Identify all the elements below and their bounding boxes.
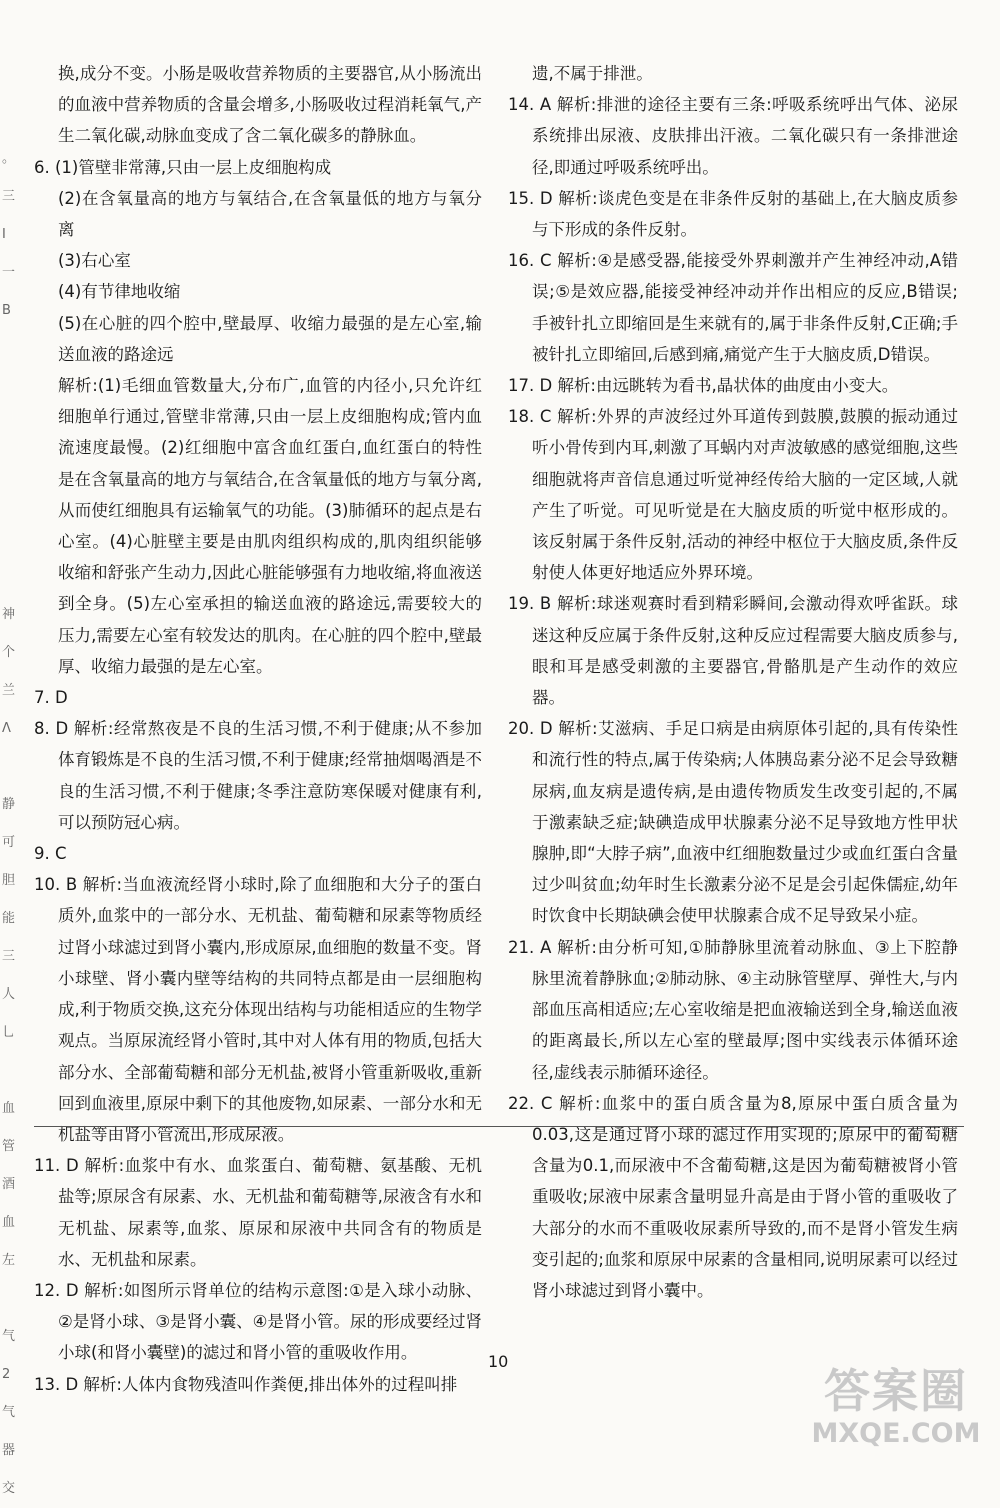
edge-char [2,748,16,786]
edge-char [2,482,16,520]
edge-char: 胆 [2,873,16,888]
edge-char: 兰 [2,683,16,698]
left-column-paragraph: (2)在含氧量高的地方与氧结合,在含氧量低的地方与氧分离 [58,188,482,240]
right-column-paragraph: 遗,不属于排泄。 [532,64,653,83]
binding-edge-fragments [2,140,16,1508]
edge-char: 2 [2,1367,11,1382]
edge-char: 个 [2,645,16,660]
right-column-paragraph: 15. D 解析:谈虎色变是在非条件反射的基础上,在大脑皮质参与下形成的条件反射。 [508,188,958,240]
left-column-paragraph: 9. C [34,844,67,864]
left-column-paragraph: 解析:(1)毛细血管数量大,分布广,血管的内径小,只允许红细胞单行通过,管壁非常薄,只由一层上皮细胞构成;管内血流速度最慢。(2)红细胞中富含血红蛋白,血红蛋白的特性是在含氧量高的地方与氧结合,在含氧量低的地方与氧分离,从而使红细胞具有运输氧气的功能。(3)肺循环的起点是右心室。(4)心脏壁主要是由肌肉组织构成的,肌肉组织能够收缩和舒张产生动力,因此心脏能够强有力地收缩,将血液送到全身。(5)左心室承担的输送血液的路途远,需要较大的压力,需要左心室有较发达的肌肉。在心脏的四个腔中,壁最厚、收缩力最强的是左心室。 [58,376,482,676]
edge-char [2,368,16,406]
edge-char [2,406,16,444]
watermark-logo: 答案圈 [824,1364,968,1418]
edge-char: 气 [2,1405,16,1420]
edge-char: 管 [2,1139,16,1154]
edge-char [2,558,16,596]
edge-char: 左 [2,1253,16,1268]
edge-char: Λ [2,721,11,736]
left-column-paragraph: 13. D 解析:人体内食物残渣叫作粪便,排出体外的过程叫排 [34,1374,458,1394]
edge-char: 三 [2,949,16,964]
edge-char: 三 [2,189,16,204]
right-column [508,58,958,1306]
left-column-paragraph: (5)在心脏的四个腔中,壁最厚、收缩力最强的是左心室,输送血液的路途远 [58,313,482,364]
edge-char: 酒 [2,1177,16,1192]
left-column [34,58,482,1400]
edge-char: 血 [2,1215,16,1230]
watermark [806,1363,986,1463]
edge-char: 气 [2,1329,16,1344]
edge-char: 可 [2,835,16,850]
page-number: 10 [488,1352,509,1371]
edge-char [2,1280,16,1318]
left-column-paragraph: 12. D 解析:如图所示肾单位的结构示意图:①是入球小动脉、②是肾小球、③是肾小囊、④是肾小管。尿的形成要经过肾小球(和肾小囊壁)的滤过和肾小管的重吸收作用。 [34,1280,482,1363]
edge-char [2,444,16,482]
edge-char: B [2,303,11,318]
edge-char: I [2,227,6,242]
left-column-paragraph: 换,成分不变。小肠是吸收营养物质的主要器官,从小肠流出的血液中营养物质的含量会增多,小肠吸收过程消耗氧气,产生二氧化碳,动脉血变成了含二氧化碳多的静脉血。 [58,64,482,146]
right-column-paragraph: 17. D 解析:由远眺转为看书,晶状体的曲度由小变大。 [508,376,899,396]
right-column-paragraph: 19. B 解析:球迷观赛时看到精彩瞬间,会激动得欢呼雀跃。球迷这种反应属于条件反射,这种反应过程需要大脑皮质参与,眼和耳是感受刺激的主要器官,骨骼肌是产生动作的效应器。 [508,594,958,708]
left-column-paragraph: 11. D 解析:血浆中有水、血浆蛋白、葡萄糖、氨基酸、无机盐等;原尿含有尿素、水、无机盐和葡萄糖等,尿液含有水和无机盐、尿素等,血浆、原尿和尿液中共同含有的物质是水、无机盐和尿素。 [34,1156,482,1269]
edge-char [2,330,16,368]
left-column-paragraph: 7. D [34,688,68,708]
edge-char: 一 [2,265,16,280]
left-column-paragraph: (4)有节律地收缩 [58,282,181,302]
right-column-paragraph: 16. C 解析:④是感受器,能接受外界刺激并产生神经冲动,A错误;⑤是效应器,能接受神经冲动并作出相应的反应,B错误;手被针扎立即缩回是生来就有的,属于非条件反射,C正确;手被针扎立即缩回,后感到痛,痛觉产生于大脑皮质,D错误。 [508,251,958,364]
watermark-url: MXQE.COM [811,1418,981,1449]
right-column-paragraph: 22. C 解析:血浆中的蛋白质含量为8,原尿中蛋白质含量为0.03,这是通过肾小球的滤过作用实现的;原尿中的葡萄糖含量为0.1,而尿液中不含葡萄糖,这是因为葡萄糖被肾小管重吸收;尿液中尿素含量明显升高是由于肾小管的重吸收了大部分的水而不重吸收尿素所导致的,而不是肾小管发生病变引起的;血浆和原尿中尿素的含量相同,说明尿素可以经过肾小球滤过到肾小囊中。 [508,1093,958,1300]
left-column-paragraph: 6. (1)管壁非常薄,只由一层上皮细胞构成 [34,157,332,177]
edge-char: 乚 [2,1025,16,1040]
scan-fold-line [34,1126,964,1127]
edge-char: 交 [2,1481,16,1496]
edge-char: 能 [2,911,16,926]
edge-char: 静 [2,797,16,812]
right-column-paragraph: 21. A 解析:由分析可知,①肺静脉里流着动脉血、③上下腔静脉里流着静脉血;②肺动脉、④主动脉管壁厚、弹性大,与内部血压高相适应;左心室收缩是把血液输送到全身,输送血液的距离最长,所以左心室的壁最厚;图中实线表示体循环途径,虚线表示肺循环途径。 [508,937,958,1082]
edge-char [2,520,16,558]
left-column-paragraph: 8. D 解析:经常熬夜是不良的生活习惯,不利于健康;从不参加体育锻炼是不良的生活习惯,不利于健康;经常抽烟喝酒是不良的生活习惯,不利于健康;冬季注意防寒保暖对健康有利,可以预防冠心病。 [34,719,482,832]
left-column-paragraph: (3)右心室 [58,251,131,271]
right-column-paragraph: 18. C 解析:外界的声波经过外耳道传到鼓膜,鼓膜的振动通过听小骨传到内耳,刺激了耳蜗内对声波敏感的感觉细胞,这些细胞就将声音信息通过听觉神经传给大脑的一定区域,人就产生了听觉。可见听觉是在大脑皮质的听觉中枢形成的。该反射属于条件反射,活动的神经中枢位于大脑皮质,条件反射使人体更好地适应外界环境。 [508,407,958,583]
edge-char: 。 [2,151,16,166]
edge-char [2,1052,16,1090]
edge-char: 人 [2,987,16,1002]
right-column-paragraph: 20. D 解析:艾滋病、手足口病是由病原体引起的,具有传染性和流行性的特点,属于传染病;人体胰岛素分泌不足会导致糖尿病,血友病是遗传病,是由遗传物质发生改变引起的,不属于激素缺乏症;缺碘造成甲状腺素分泌不足导致地方性甲状腺肿,即“大脖子病”,血液中红细胞数量过少或血红蛋白含量过少叫贫血;幼年时生长激素分泌不足是会引起侏儒症,幼年时饮食中长期缺碘会使甲状腺素合成不足导致呆小症。 [508,719,958,926]
left-column-paragraph: 10. B 解析:当血液流经肾小球时,除了血细胞和大分子的蛋白质外,血浆中的一部分水、无机盐、葡萄糖和尿素等物质经过肾小球滤过到肾小囊内,形成原尿,血细胞的数量不变。肾小球壁、肾小囊内壁等结构的共同特点都是由一层细胞构成,利于物质交换,这充分体现出结构与功能相适应的生物学观点。当原尿流经肾小管时,其中对人体有用的物质,包括大部分水、全部葡萄糖和部分无机盐,被肾小管重新吸收,重新回到血液里,原尿中剩下的其他废物,如尿素、一部分水和无机盐等由肾小管流出,形成尿液。 [34,875,482,1144]
edge-char: 器 [2,1443,16,1458]
edge-char: 神 [2,607,16,622]
right-column-paragraph: 14. A 解析:排泄的途径主要有三条:呼吸系统呼出气体、泌尿系统排出尿液、皮肤排出汗液。二氧化碳只有一条排泄途径,即通过呼吸系统呼出。 [508,95,958,177]
edge-char: 血 [2,1101,16,1116]
